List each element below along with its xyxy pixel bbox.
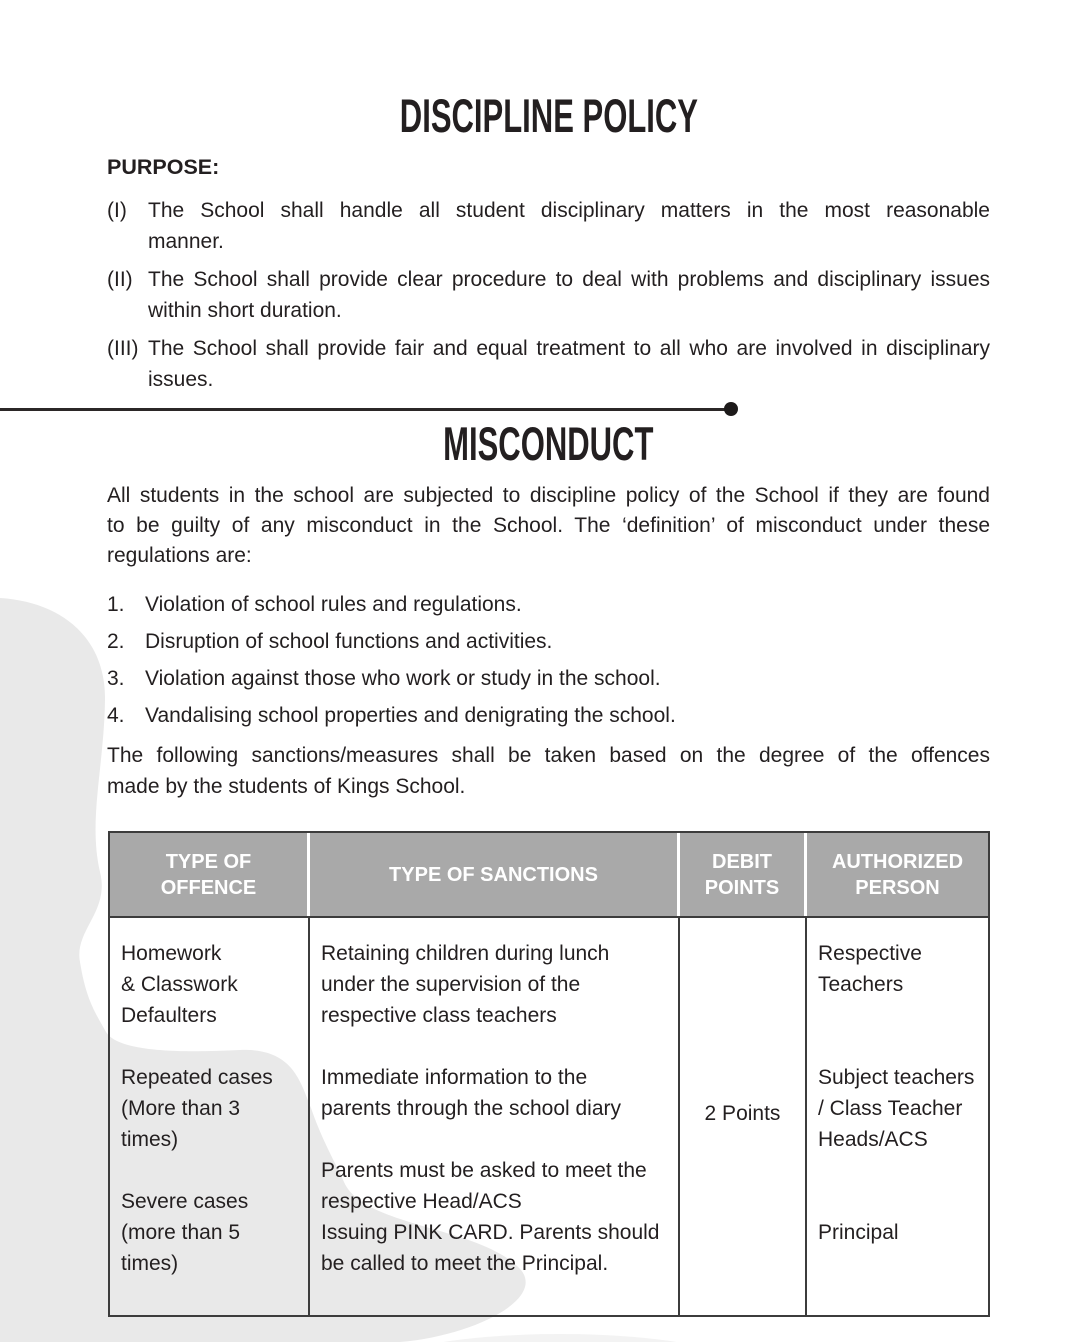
- item-number: 4.: [107, 704, 125, 727]
- page-title: [107, 0, 990, 142]
- item-number: 1.: [107, 593, 125, 616]
- cell-paragraph: Homework & Classwork Defaulters: [121, 942, 238, 1027]
- item-text: Violation against those who work or study in the school.: [145, 667, 661, 690]
- misconduct-item: [107, 663, 990, 694]
- cell-debit-points: [680, 918, 807, 1315]
- misconduct-heading: [107, 417, 990, 470]
- cell-type-of-sanctions: [310, 918, 680, 1315]
- cell-paragraph: Respective Teachers: [818, 942, 922, 996]
- table-body-row: [110, 918, 988, 1315]
- item-text: The School shall provide fair and equal treatment to all who are involved in disciplinary issues.: [148, 337, 990, 391]
- section-divider: [0, 402, 745, 416]
- cell-paragraph: Issuing PINK CARD. Parents should be called to meet the Principal.: [321, 1221, 660, 1275]
- purpose-item: [107, 264, 990, 326]
- cell-paragraph: Severe cases (more than 5 times): [121, 1190, 249, 1275]
- cell-paragraph: Immediate information to the parents through the school diary: [321, 1066, 622, 1120]
- item-number: (I): [107, 199, 127, 222]
- purpose-item: [107, 333, 990, 395]
- cell-authorized-person: [807, 918, 988, 1315]
- cell-paragraph: Retaining children during lunch under the supervision of the respective class teachers: [321, 942, 610, 1027]
- item-text: Violation of school rules and regulations.: [145, 593, 522, 616]
- misconduct-heading-text: MISCONDUCT: [443, 417, 654, 470]
- misconduct-list: [107, 589, 990, 731]
- item-text: Disruption of school functions and activities.: [145, 630, 553, 653]
- table-header-row: [110, 833, 988, 918]
- purpose-item: [107, 195, 990, 257]
- misconduct-intro: All students in the school are subjected to discipline policy of the School if they are found to be guilty of any misconduct in the School. The ‘definition’ of misconduct under these regulations are:: [107, 484, 990, 567]
- cell-paragraph: Subject teachers / Class Teacher Heads/ACS: [818, 1066, 975, 1151]
- misconduct-item: [107, 700, 990, 731]
- item-text: The School shall provide clear procedure to deal with problems and disciplinary issues within short duration.: [148, 268, 990, 322]
- cell-paragraph: Repeated cases (More than 3 times): [121, 1066, 273, 1151]
- misconduct-item: [107, 626, 990, 657]
- header-cell-debit-points: DEBIT POINTS: [680, 833, 807, 916]
- item-number: 2.: [107, 630, 125, 653]
- header-cell-type-of-sanctions: TYPE OF SANCTIONS: [310, 833, 680, 916]
- item-text: The School shall handle all student disciplinary matters in the most reasonable manner.: [148, 199, 990, 253]
- purpose-list: [107, 195, 990, 395]
- divider-dot-icon: [724, 402, 738, 416]
- divider-line: [0, 408, 731, 411]
- purpose-heading: PURPOSE:: [107, 155, 220, 179]
- item-number: 3.: [107, 667, 125, 690]
- header-cell-authorized-person: AUTHORIZED PERSON: [807, 833, 988, 916]
- sanctions-table: [108, 831, 990, 1317]
- header-cell-type-of-offence: TYPE OF OFFENCE: [110, 833, 310, 916]
- cell-paragraph: Principal: [818, 1221, 899, 1244]
- item-number: (III): [107, 337, 139, 360]
- misconduct-item: [107, 589, 990, 620]
- sanctions-intro: The following sanctions/measures shall be taken based on the degree of the offences made by the students of Kings School.: [107, 744, 990, 798]
- page-title-text: DISCIPLINE POLICY: [399, 89, 698, 142]
- cell-paragraph: Parents must be asked to meet the respective Head/ACS: [321, 1159, 647, 1213]
- item-number: (II): [107, 268, 133, 291]
- cell-type-of-offence: [110, 918, 310, 1315]
- debit-points-value: 2 Points: [704, 1102, 781, 1125]
- item-text: Vandalising school properties and denigrating the school.: [145, 704, 676, 727]
